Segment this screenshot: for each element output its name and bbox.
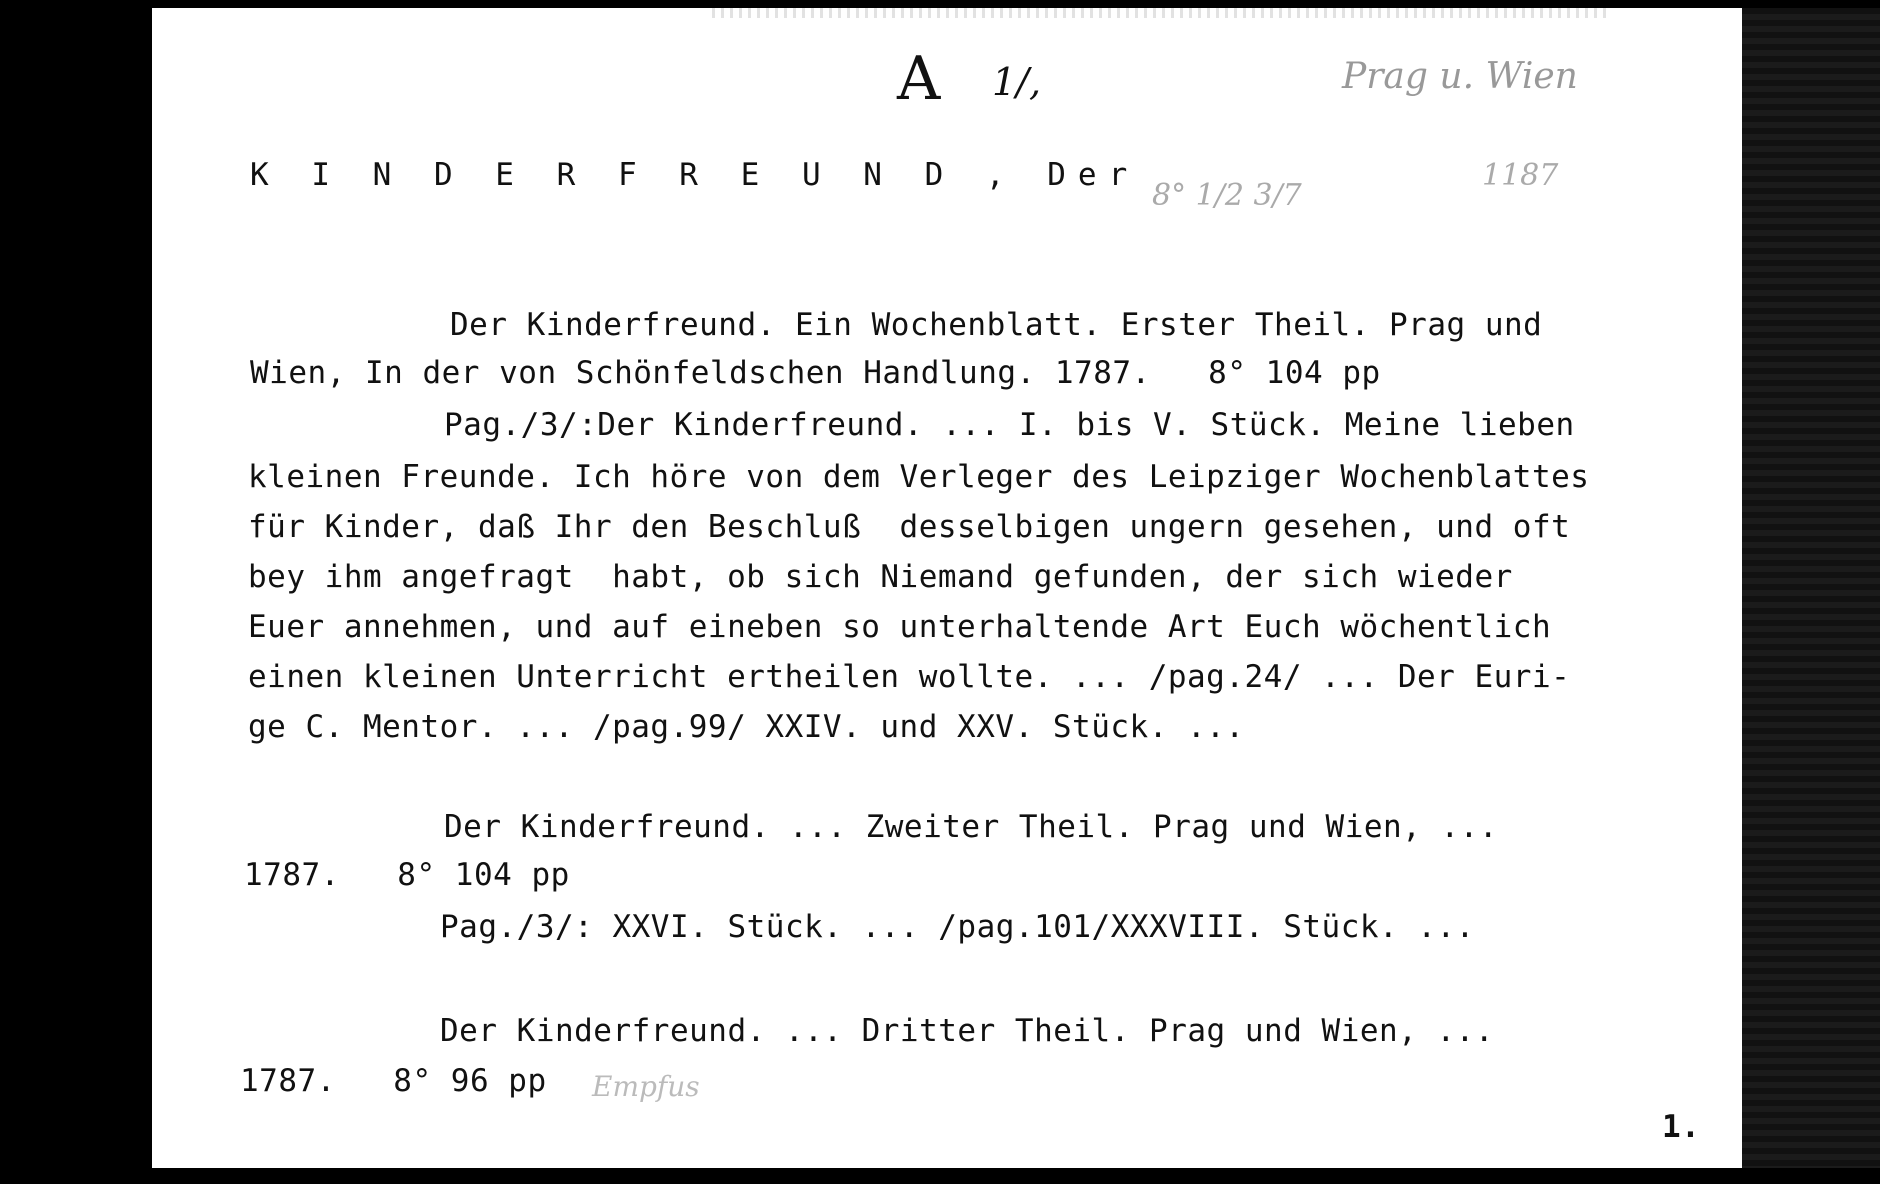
entry-1-line-4: kleinen Freunde. Ich höre von dem Verleger des Leipziger Wochenblattes — [248, 459, 1590, 495]
entry-2-line-3: Pag./3/: XXVI. Stück. ... /pag.101/XXXVIII. Stück. ... — [440, 909, 1475, 945]
handwritten-format-note: 8° 1/2 3/7 — [1152, 178, 1302, 213]
entry-1-line-8: einen kleinen Unterricht ertheilen wollte. ... /pag.24/ ... Der Euri- — [248, 659, 1571, 695]
entry-2-line-1: Der Kinderfreund. ... Zweiter Theil. Prag und Wien, ... — [444, 809, 1498, 845]
entry-1-line-1: Der Kinderfreund. Ein Wochenblatt. Erster Theil. Prag und — [450, 307, 1543, 343]
catalog-card — [152, 8, 1742, 1168]
entry-3-line-1: Der Kinderfreund. ... Dritter Theil. Prag und Wien, ... — [440, 1013, 1494, 1049]
entry-3-line-2: 1787. 8° 96 pp — [240, 1063, 547, 1099]
handwritten-mark: 1/, — [992, 60, 1042, 104]
entry-1-line-5: für Kinder, daß Ihr den Beschluß desselbigen ungern gesehen, und oft — [248, 509, 1571, 545]
handwritten-bottom-note: Empfus — [592, 1070, 700, 1103]
handwritten-year-note: 1187 — [1482, 158, 1559, 193]
entry-1-line-3: Pag./3/:Der Kinderfreund. ... I. bis V. Stück. Meine lieben — [444, 407, 1575, 443]
scan-edge — [1742, 8, 1880, 1168]
card-heading: K I N D E R F R E U N D , Der — [250, 157, 1140, 193]
scan-artifact — [712, 8, 1612, 18]
entry-1-line-9: ge C. Mentor. ... /pag.99/ XXIV. und XXV. Stück. ... — [248, 709, 1245, 745]
handwritten-place-note: Prag u. Wien — [1342, 56, 1578, 97]
entry-2-line-2: 1787. 8° 104 pp — [244, 857, 570, 893]
entry-1-line-7: Euer annehmen, und auf eineben so unterhaltende Art Euch wöchentlich — [248, 609, 1552, 645]
entry-1-line-2: Wien, In der von Schönfeldschen Handlung. 1787. 8° 104 pp — [250, 355, 1381, 391]
entry-1-line-6: bey ihm angefragt habt, ob sich Niemand gefunden, der sich wieder — [248, 559, 1513, 595]
card-number: 1. — [1662, 1109, 1701, 1145]
handwritten-letter: A — [897, 44, 941, 114]
